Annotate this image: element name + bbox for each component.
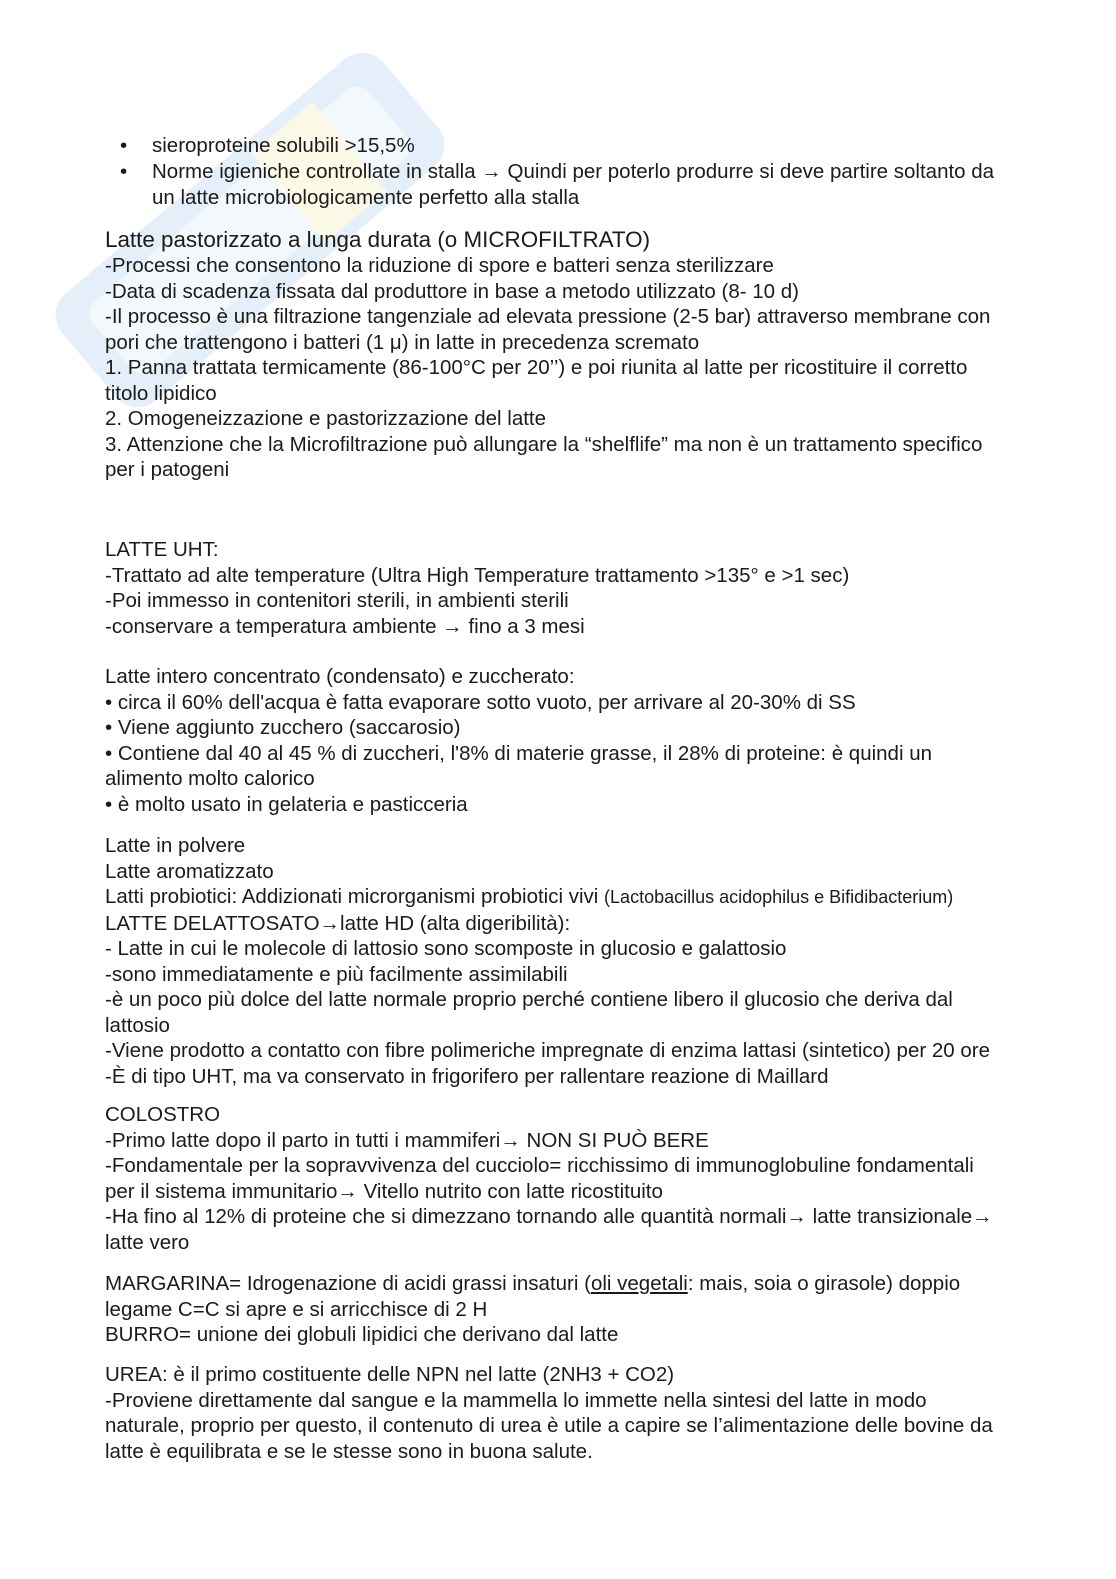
section-urea <box>105 1362 993 1464</box>
bullet-marker: • <box>120 134 128 157</box>
text-line: • è molto usato in gelateria e pasticceria <box>105 792 468 816</box>
text-line: BURRO= unione dei globuli lipidici che derivano dal latte <box>105 1323 619 1346</box>
text-line: -Il processo è una filtrazione tangenziale ad elevata pressione (2-5 bar) attraverso membrane con <box>105 305 991 328</box>
text-line: pori che trattengono i batteri (1 μ) in latte in precedenza scremato <box>105 330 700 354</box>
text-line: • Contiene dal 40 al 45 % di zuccheri, l'8% di materie grasse, il 28% di proteine: è quindi un <box>105 741 933 765</box>
section-title: LATTE UHT: <box>105 538 219 561</box>
margarina-text-after: : mais, soia o girasole) doppio <box>687 1272 961 1295</box>
intro-bullet-list <box>105 133 994 211</box>
text-line: UREA: è il primo costituente delle NPN nel latte (2NH3 + CO2) <box>105 1363 675 1386</box>
text-line: 3. Attenzione che la Microfiltrazione può allungare la “shelflife” ma non è un trattamento specifico <box>105 432 983 456</box>
bullet-text-line: un latte microbiologicamente perfetto alla stalla <box>152 186 580 209</box>
probiotici-text: Latti probiotici: Addizionati microrganismi probiotici vivi <box>105 885 605 908</box>
underlined-term: oli vegetali <box>590 1272 688 1295</box>
text-line: -Trattato ad alte temperature (Ultra High Temperature trattamento >135° e >1 sec) <box>105 563 850 587</box>
text-line: naturale, proprio per questo, il contenuto di urea è utile a capire se l’alimentazione delle bovine da <box>105 1414 993 1437</box>
text-line: per i patogeni <box>105 458 230 481</box>
probiotici-species: (Lactobacillus acidophilus e Bifidibacterium) <box>604 887 954 907</box>
text-line: per il sistema immunitario→ Vitello nutrito con latte ricostituito <box>105 1179 663 1203</box>
text-line: latte è equilibrata e se le stesse sono in buona salute. <box>105 1439 593 1463</box>
text-line: Latte in polvere <box>105 834 246 857</box>
bullet-text-line: sieroproteine solubili >15,5% <box>152 134 415 157</box>
section-margarina-burro <box>105 1271 960 1348</box>
text-line: -conservare a temperatura ambiente → fino a 3 mesi <box>105 614 585 638</box>
margarina-text-before: MARGARINA= Idrogenazione di acidi grassi insaturi ( <box>105 1272 591 1295</box>
margarina-line <box>105 1271 960 1297</box>
text-line: alimento molto calorico <box>105 767 315 790</box>
text-line: • Viene aggiunto zucchero (saccarosio) <box>105 716 461 739</box>
section-latte-condensato <box>105 664 932 817</box>
text-line: • circa il 60% dell'acqua è fatta evaporare sotto vuoto, per arrivare al 20-30% di SS <box>105 690 856 714</box>
section-altri-latti <box>105 833 990 1089</box>
text-line: -Poi immesso in contenitori sterili, in ambienti sterili <box>105 589 569 612</box>
bullet-item <box>105 133 994 159</box>
section-title: LATTE DELATTOSATO→latte HD (alta digeribilità): <box>105 911 571 935</box>
text-line: lattosio <box>105 1013 170 1037</box>
text-line: -Data di scadenza fissata dal produttore in base a metodo utilizzato (8- 10 d) <box>105 279 799 303</box>
text-line: latte vero <box>105 1230 190 1254</box>
text-line: -È di tipo UHT, ma va conservato in frigorifero per rallentare reazione di Maillard <box>105 1064 829 1088</box>
text-line: titolo lipidico <box>105 381 217 405</box>
section-title: COLOSTRO <box>105 1103 221 1126</box>
text-line: -Fondamentale per la sopravvivenza del cucciolo= ricchissimo di immunoglobuline fondamentali <box>105 1154 974 1177</box>
section-heading: Latte pastorizzato a lunga durata (o MICROFILTRATO) <box>105 227 651 252</box>
section-title: Latte intero concentrato (condensato) e zuccherato: <box>105 665 575 688</box>
text-line: -è un poco più dolce del latte normale proprio perché contiene libero il glucosio che deriva dal <box>105 988 953 1011</box>
text-line: legame C=C si apre e si arricchisce di 2 H <box>105 1297 488 1321</box>
section-colostro <box>105 1102 993 1255</box>
text-line: -Ha fino al 12% di proteine che si dimezzano tornando alle quantità normali→ latte transizionale→ <box>105 1205 993 1228</box>
text-line: 2. Omogeneizzazione e pastorizzazione del latte <box>105 407 547 430</box>
text-line: - Latte in cui le molecole di lattosio sono scomposte in glucosio e galattosio <box>105 937 787 960</box>
section-microfiltrato <box>105 227 990 483</box>
text-line: -Primo latte dopo il parto in tutti i mammiferi→ NON SI PUÒ BERE <box>105 1128 709 1152</box>
section-latte-uht <box>105 537 849 639</box>
bullet-item <box>105 159 994 211</box>
text-line: Latte aromatizzato <box>105 859 274 883</box>
text-line: -Proviene direttamente dal sangue e la mammella lo immette nella sintesi del latte in modo <box>105 1388 927 1412</box>
text-line: -Processi che consentono la riduzione di spore e batteri senza sterilizzare <box>105 254 774 277</box>
probiotici-line <box>105 884 990 911</box>
text-line: -sono immediatamente e più facilmente assimilabili <box>105 962 568 986</box>
text-line: -Viene prodotto a contatto con fibre polimeriche impregnate di enzima lattasi (sintetico) per 20 ore <box>105 1039 991 1062</box>
bullet-marker: • <box>120 160 128 183</box>
bullet-text-line: Norme igieniche controllate in stalla → Quindi per poterlo produrre si deve partire soltanto da <box>152 160 995 183</box>
text-line: 1. Panna trattata termicamente (86-100°C per 20’’) e poi riunita al latte per ricostituire il corretto <box>105 356 968 379</box>
